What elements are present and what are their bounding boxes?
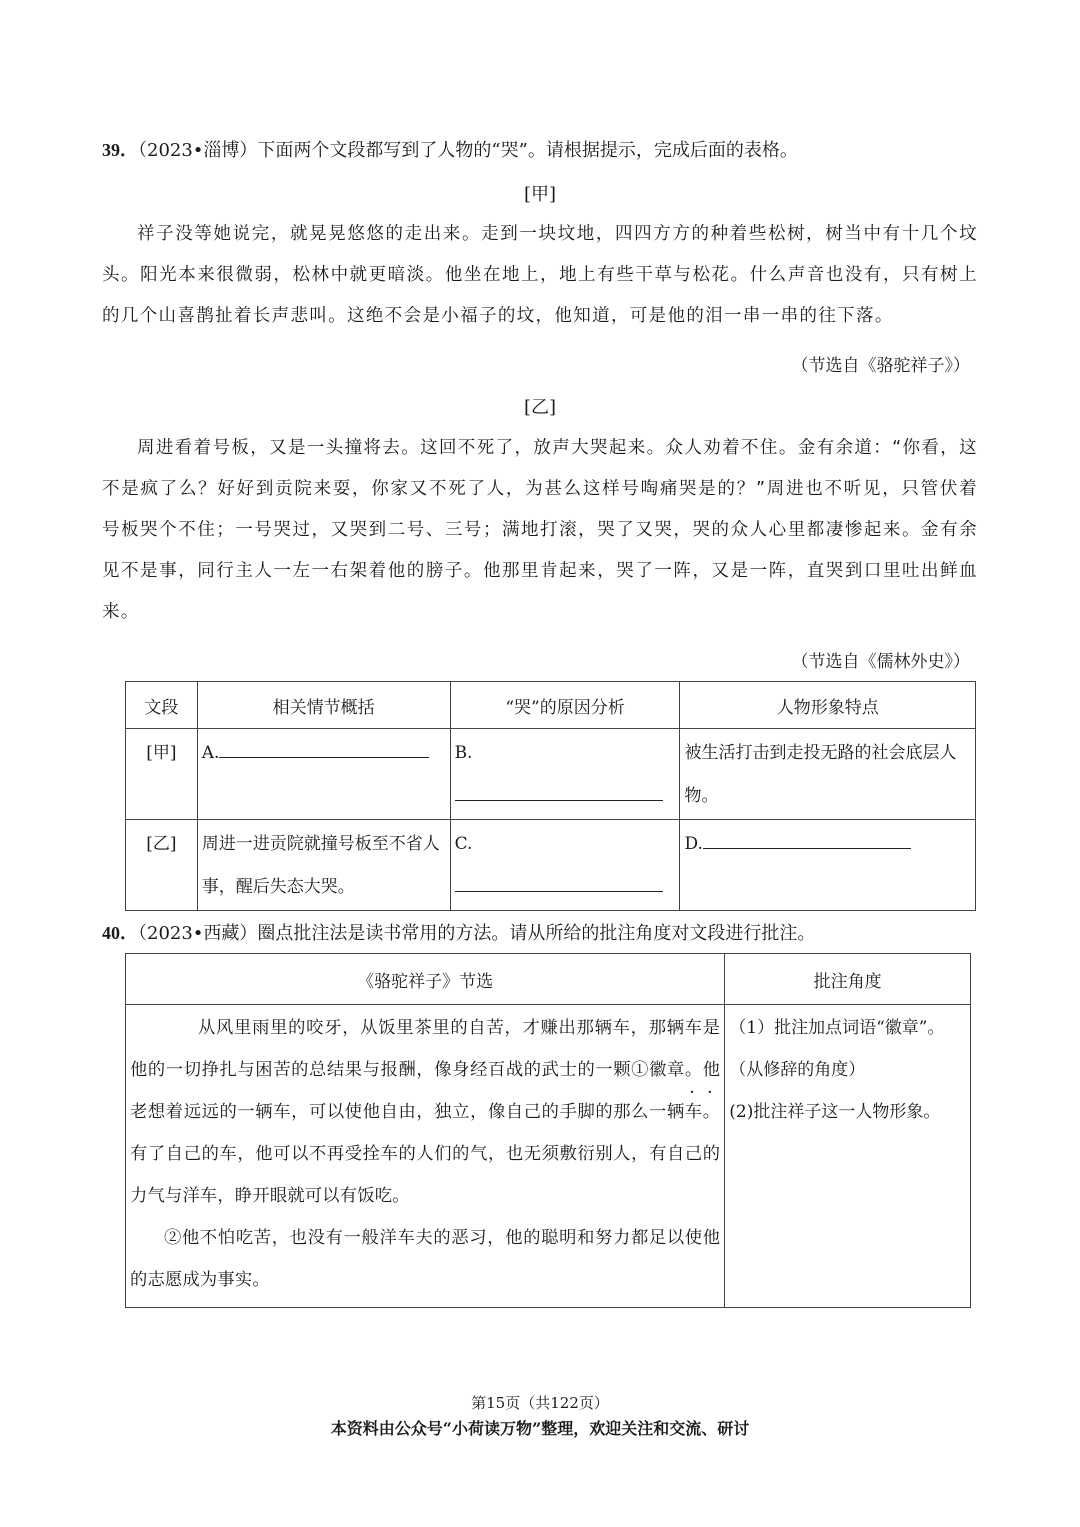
- question-text: （2023•淄博）下面两个文段都写到了人物的“哭”。请根据提示，完成后面的表格。: [138, 140, 798, 161]
- passage-a-text: 祥子没等她说完，就晃晃悠悠的走出来。走到一块坟地，四四方方的种着些松树，树当中有十几个坟头。阳光本来很微弱，松林中就更暗淡。他坐在地上，地上有些干草与松花。什么声音也没有，只有树上的几个山喜鹊扯着长声悲叫。这绝不会是小福子的坟，他知道，可是他的泪一串一串的往下落。: [102, 224, 978, 326]
- annotation-line: （从修辞的角度）: [729, 1060, 866, 1080]
- answer-c-label: C.: [454, 834, 473, 854]
- question-number: 40．: [102, 923, 138, 943]
- row-image-text: 被生活打击到走投无路的社会底层人物。: [684, 743, 957, 806]
- table-header-row: [126, 682, 976, 729]
- table-header-row: [126, 954, 971, 1005]
- row-segment: [甲]: [146, 743, 177, 763]
- header-excerpt: 《骆驼祥子》节选: [126, 954, 725, 1005]
- question-39-heading: [102, 138, 798, 163]
- passage-b-label: [乙]: [523, 397, 557, 418]
- row-segment: [乙]: [146, 834, 177, 854]
- answer-table-39: [125, 681, 976, 911]
- answer-a-blank[interactable]: [219, 737, 429, 758]
- excerpt-paragraph-1: [130, 1007, 720, 1217]
- annotation-table-40: [125, 953, 971, 1308]
- answer-c-blank[interactable]: [455, 871, 663, 892]
- answer-d-blank[interactable]: [703, 828, 911, 849]
- excerpt-cell: [126, 1005, 725, 1308]
- emphasis-dot-char: 徽: [649, 1060, 667, 1080]
- annotation-line: （1）批注加点词语“徽章”。: [729, 1018, 945, 1038]
- header-angle: 批注角度: [725, 954, 971, 1005]
- passage-b-source: （节选自《儒林外史》）: [791, 652, 970, 672]
- header-plot: 相关情节概括: [197, 682, 450, 729]
- table-row: [126, 729, 976, 820]
- passage-a-source: （节选自《骆驼祥子》）: [791, 356, 970, 376]
- emphasis-dot-char: 章: [666, 1060, 685, 1080]
- passage-a-label: [甲]: [523, 184, 557, 205]
- question-number: 39．: [102, 140, 138, 160]
- table-row: [126, 1005, 971, 1308]
- answer-d-label: D.: [684, 834, 703, 854]
- annotation-cell: [725, 1005, 971, 1308]
- annotation-line: (2)批注祥子这一人物形象。: [729, 1102, 941, 1122]
- footer-note: 本资料由公众号“小荷读万物”整理，欢迎关注和交流、研讨: [330, 1419, 750, 1438]
- answer-a-label: A.: [201, 743, 220, 763]
- excerpt-text: 从风里雨里的咬牙，从饭里茶里的自苦，才赚出那辆车，那辆车是他的一切挣扎与困苦的总结果与报酬，像身经百战的武士的一颗①: [130, 1018, 721, 1080]
- header-reason: “哭”的原因分析: [450, 682, 680, 729]
- page-number: 第15页（共122页）: [471, 1394, 609, 1412]
- excerpt-paragraph-2: ②他不怕吃苦，也没有一般洋车夫的恶习，他的聪明和努力都足以使他的志愿成为事实。: [130, 1228, 721, 1290]
- table-row: [126, 820, 976, 911]
- answer-b-blank[interactable]: [455, 780, 663, 801]
- header-image: 人物形象特点: [680, 682, 976, 729]
- question-40-heading: [102, 921, 815, 946]
- row-plot-text: 周进一进贡院就撞号板至不省人事，醒后失态大哭。: [201, 834, 440, 897]
- header-segment: 文段: [126, 682, 198, 729]
- answer-b-label: B.: [454, 743, 473, 763]
- passage-b-text: 周进看着号板，又是一头撞将去。这回不死了，放声大哭起来。众人劝着不住。金有余道：“你看，这不是疯了么？好好到贡院来耍，你家又不死了人，为甚么这样号啕痛哭是的？”周进也不听见，只管伏着号板哭个不住；一号哭过，又哭到二号、三号；满地打滚，哭了又哭，哭的众人心里都凄惨起来。金有余见不是事，同行主人一左一右架着他的膀子。他那里肯起来，哭了一阵，又是一阵，直哭到口里吐出鲜血来。: [102, 438, 978, 622]
- excerpt-text: 。他老想着远远的一辆车，可以使他自由，独立，像自己的手脚的那么一辆车。有了自己的车，他可以不再受拴车的人们的气，也无须敷衍别人，有自己的力气与洋车，睁开眼就可以有饭吃。: [130, 1060, 721, 1206]
- question-text: （2023•西藏）圈点批注法是读书常用的方法。请从所给的批注角度对文段进行批注。: [138, 923, 816, 944]
